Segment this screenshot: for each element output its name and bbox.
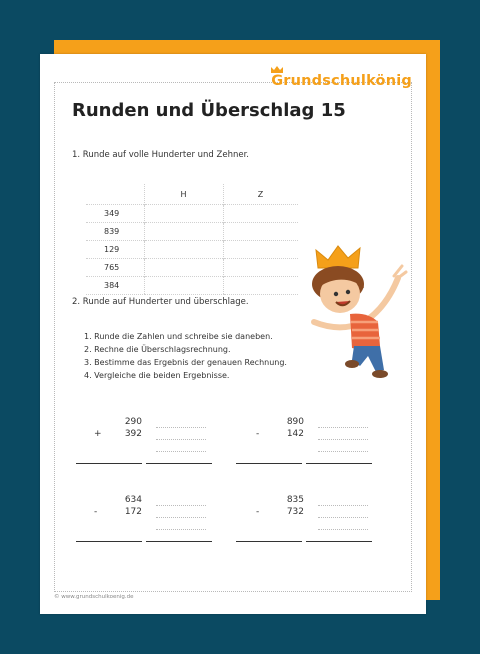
estimate-result-line[interactable] [146,463,212,464]
header-h: H [144,184,223,205]
answer-cell-h[interactable] [144,241,223,259]
number-cell: 129 [86,241,144,259]
answer-cell-h[interactable] [144,259,223,277]
brand-logo [271,73,412,89]
estimate-line[interactable] [318,451,368,452]
answer-cell-z[interactable] [223,241,298,259]
rounding-table [86,184,298,295]
calc-number-a: 890 [286,417,304,427]
answer-cell-h[interactable] [144,205,223,223]
estimate-line[interactable] [318,439,368,440]
result-line[interactable] [236,463,302,464]
estimate-line[interactable] [318,529,368,530]
list-item: 4. Vergleiche die beiden Ergebnisse. [84,371,230,380]
table-row [86,259,298,277]
result-line[interactable] [236,541,302,542]
estimate-line[interactable] [156,505,206,506]
estimate-line[interactable] [318,505,368,506]
calc-number-b: 172 [124,507,142,517]
list-item: 2. Rechne die Überschlagsrechnung. [84,345,231,354]
calc-number-a: 634 [124,495,142,505]
estimate-line[interactable] [318,517,368,518]
answer-cell-h[interactable] [144,223,223,241]
number-cell: 384 [86,277,144,295]
estimate-result-line[interactable] [306,541,372,542]
calc-block-1 [74,417,216,477]
result-line[interactable] [76,541,142,542]
table-row [86,241,298,259]
list-item: 3. Bestimme das Ergebnis der genauen Rechnung. [84,358,287,367]
calc-operator: - [256,507,260,517]
table-row [86,277,298,295]
calc-block-3 [74,495,216,555]
steps-list [84,332,287,384]
estimate-result-line[interactable] [306,463,372,464]
page-title: Runden und Überschlag 15 [72,100,346,121]
calc-operator: - [94,507,98,517]
calc-number-b: 392 [124,429,142,439]
answer-cell-z[interactable] [223,259,298,277]
number-cell: 839 [86,223,144,241]
footer-copyright: © www.grundschulkoenig.de [54,594,134,600]
calc-number-b: 142 [286,429,304,439]
header-z: Z [223,184,298,205]
worksheet-page [40,54,426,614]
task-2-instruction: 2. Runde auf Hunderter und überschlage. [72,297,249,307]
answer-cell-z[interactable] [223,277,298,295]
calc-number-a: 835 [286,495,304,505]
estimate-line[interactable] [156,517,206,518]
task-1-instruction: 1. Runde auf volle Hunderter und Zehner. [72,150,250,160]
boy-with-crown-illustration [306,242,408,394]
estimate-result-line[interactable] [146,541,212,542]
brand-name: Grundschulkönig [271,73,412,89]
answer-cell-z[interactable] [223,223,298,241]
answer-cell-z[interactable] [223,205,298,223]
calc-number-a: 290 [124,417,142,427]
estimate-line[interactable] [318,427,368,428]
table-row [86,223,298,241]
calc-block-4 [236,495,378,555]
estimate-line[interactable] [156,427,206,428]
number-cell: 765 [86,259,144,277]
calc-operator: - [256,429,260,439]
number-cell: 349 [86,205,144,223]
calc-number-b: 732 [286,507,304,517]
calc-operator: + [94,429,102,439]
result-line[interactable] [76,463,142,464]
table-row [86,205,298,223]
calc-block-2 [236,417,378,477]
estimate-line[interactable] [156,529,206,530]
crown-icon [270,65,284,74]
estimate-line[interactable] [156,451,206,452]
answer-cell-h[interactable] [144,277,223,295]
list-item: 1. Runde die Zahlen und schreibe sie daneben. [84,332,273,341]
estimate-line[interactable] [156,439,206,440]
